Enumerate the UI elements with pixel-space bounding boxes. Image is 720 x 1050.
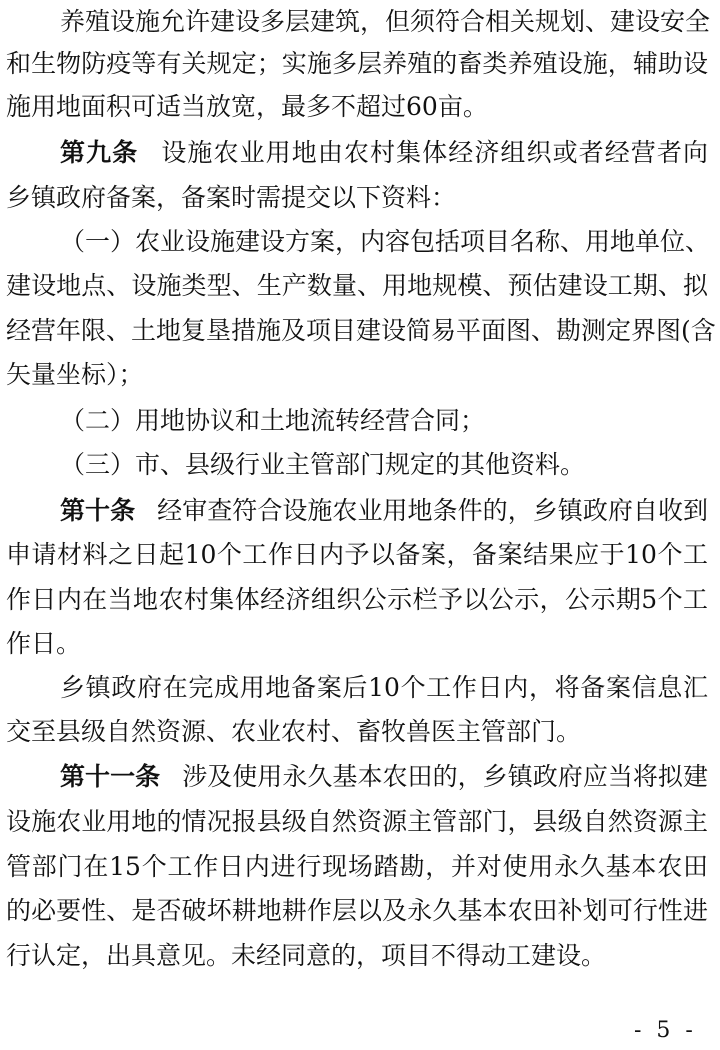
article-text: 涉及使用永久基本农田的，乡镇政府应当将拟建 bbox=[182, 762, 708, 791]
article-heading: 第十一条 bbox=[60, 762, 161, 791]
article-heading: 第九条 bbox=[60, 138, 139, 167]
article-text: 经审查符合设施农业用地条件的，乡镇政府自收到 bbox=[157, 496, 708, 525]
text-line: 管部门在15个工作日内进行现场踏勘，并对使用永久基本农田 bbox=[6, 852, 708, 881]
article-text: 设施农业用地由农村集体经济组织或者经营者向 bbox=[160, 138, 708, 167]
text-line: 申请材料之日起10个工作日内予以备案，备案结果应于10个工 bbox=[6, 540, 708, 569]
article-heading: 第十条 bbox=[60, 496, 136, 525]
text-line: 施用地面积可适当放宽，最多不超过60亩。 bbox=[6, 92, 488, 121]
text-line: 作日。 bbox=[6, 629, 82, 658]
text-line: 交至县级自然资源、农业农村、畜牧兽医主管部门。 bbox=[6, 717, 582, 746]
page-number: - 5 - bbox=[634, 1018, 697, 1043]
text-line: 和生物防疫等有关规定；实施多层养殖的畜类养殖设施，辅助设 bbox=[6, 49, 708, 78]
text-line: 行认定，出具意见。未经同意的，项目不得动工建设。 bbox=[6, 941, 607, 970]
text-line: 设施农业用地的情况报县级自然资源主管部门，县级自然资源主 bbox=[6, 807, 708, 836]
article-11-line bbox=[6, 755, 708, 799]
text-line: 建设地点、设施类型、生产数量、用地规模、预估建设工期、拟 bbox=[6, 271, 708, 300]
text-line: 的必要性、是否破坏耕地耕作层以及永久基本农田补划可行性进 bbox=[6, 896, 708, 925]
text-line: 乡镇政府在完成用地备案后10个工作日内，将备案信息汇 bbox=[60, 673, 708, 702]
text-line: 矢量坐标）； bbox=[6, 360, 144, 389]
text-line: 作日内在当地农村集体经济组织公示栏予以公示，公示期5个工 bbox=[6, 585, 708, 614]
list-item-line: （三）市、县级行业主管部门规定的其他资料。 bbox=[60, 450, 586, 479]
list-item-line: （二）用地协议和土地流转经营合同； bbox=[60, 406, 486, 435]
article-9-line bbox=[6, 131, 708, 175]
article-10-line bbox=[6, 489, 708, 533]
text-line: 养殖设施允许建设多层建筑，但须符合相关规划、建设安全 bbox=[60, 7, 711, 36]
text-line: 乡镇政府备案，备案时需提交以下资料： bbox=[6, 183, 457, 212]
list-item-line: （一）农业设施建设方案，内容包括项目名称、用地单位、 bbox=[60, 227, 711, 256]
text-line: 经营年限、土地复垦措施及项目建设简易平面图、勘测定界图(含 bbox=[6, 316, 716, 345]
